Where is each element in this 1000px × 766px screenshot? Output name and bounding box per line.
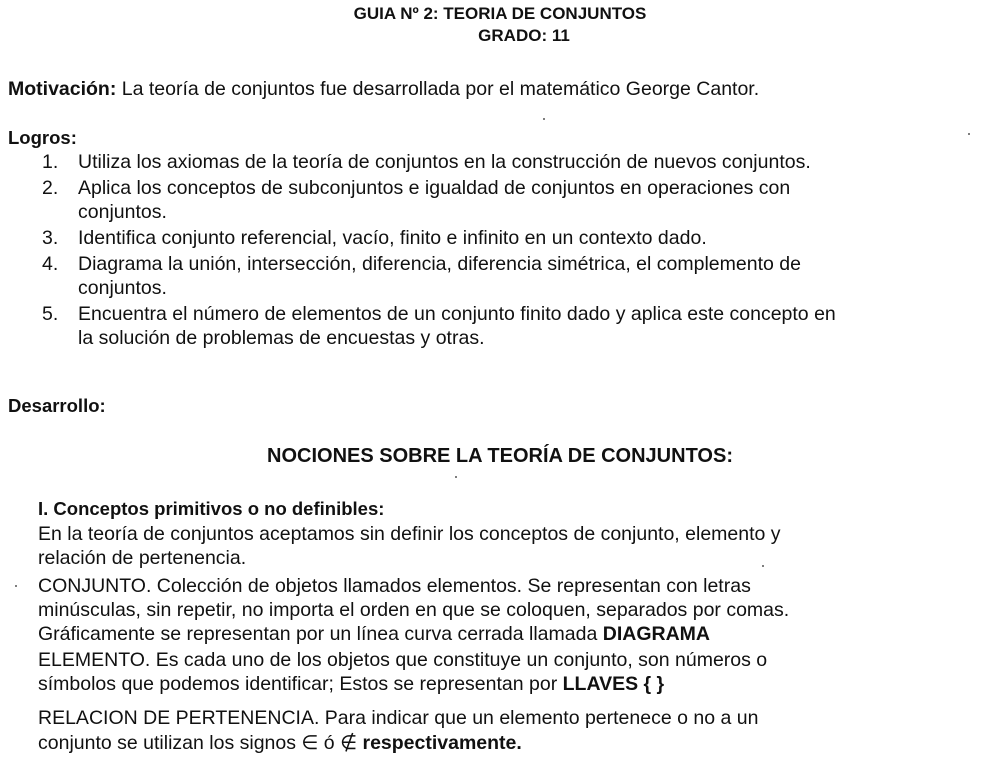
goal-item xyxy=(38,226,968,250)
goal-number: 5. xyxy=(42,303,59,325)
relacion-line-1: RELACION DE PERTENENCIA. Para indicar que un elemento pertenece o no a un xyxy=(38,707,759,729)
elemento-line-1: ELEMENTO. Es cada uno de los objetos que constituye un conjunto, son números o xyxy=(38,649,768,671)
guide-title: GUIA Nº 2: TEORIA DE CONJUNTOS xyxy=(353,4,647,23)
goal-text-line: Utiliza los axiomas de la teoría de conjuntos en la construcción de nuevos conjuntos. xyxy=(78,151,811,173)
scan-speck xyxy=(762,565,764,567)
goal-text-line: Encuentra el número de elementos de un conjunto finito dado y aplica este concepto en xyxy=(78,303,836,325)
motivation-label: Motivación: xyxy=(8,78,117,100)
conjunto-line-2: minúsculas, sin repetir, no importa el orden en que se coloquen, separados por comas. xyxy=(38,599,790,621)
diagrama-term: DIAGRAMA xyxy=(602,623,710,645)
goals-list xyxy=(38,150,968,352)
goal-text-line: conjuntos. xyxy=(78,277,167,299)
elemento-line-2 xyxy=(38,672,664,696)
section-title: NOCIONES SOBRE LA TEORÍA DE CONJUNTOS: xyxy=(267,445,733,467)
conjunto-line-1: CONJUNTO. Colección de objetos llamados elementos. Se representan con letras xyxy=(38,575,751,597)
intro-line-1: En la teoría de conjuntos aceptamos sin definir los conceptos de conjunto, elemento y xyxy=(38,523,781,545)
motivation-text: La teoría de conjuntos fue desarrollada por el matemático George Cantor. xyxy=(116,78,760,100)
goal-number: 1. xyxy=(42,151,59,173)
conjunto-line-3 xyxy=(38,622,710,646)
grade-label: GRADO: 11 xyxy=(478,26,570,45)
goal-text-line: Diagrama la unión, intersección, diferencia, diferencia simétrica, el complemento de xyxy=(78,253,801,275)
goal-item xyxy=(38,176,968,224)
scan-speck xyxy=(455,476,457,478)
goal-text-line: la solución de problemas de encuestas y otras. xyxy=(78,327,485,349)
goal-number: 4. xyxy=(42,253,59,275)
respectivamente-term: respectivamente. xyxy=(357,732,522,754)
membership-symbols: ∈ ó ∉ xyxy=(301,732,358,754)
goals-label: Logros: xyxy=(8,127,77,148)
intro-line-2: relación de pertenencia. xyxy=(38,547,247,569)
development-label: Desarrollo: xyxy=(8,395,106,416)
elemento-line-2-text: símbolos que podemos identificar; Estos se representan por xyxy=(38,673,563,695)
llaves-term: LLAVES { } xyxy=(562,673,665,695)
scan-speck xyxy=(543,118,545,120)
relacion-line-2-text: conjunto se utilizan los signos xyxy=(38,732,302,754)
goal-text-line: Aplica los conceptos de subconjuntos e igualdad de conjuntos en operaciones con xyxy=(78,177,791,199)
goal-number: 2. xyxy=(42,177,59,199)
goal-item xyxy=(38,252,968,300)
motivation-paragraph xyxy=(8,77,759,101)
goal-item xyxy=(38,150,968,174)
goal-text-line: Identifica conjunto referencial, vacío, finito e infinito en un contexto dado. xyxy=(78,227,707,249)
conjunto-line-3-text: Gráficamente se representan por un línea curva cerrada llamada xyxy=(38,623,603,645)
scan-speck xyxy=(15,585,17,587)
concepts-subheading: I. Conceptos primitivos o no definibles: xyxy=(38,498,385,519)
goal-text-line: conjuntos. xyxy=(78,201,167,223)
relacion-line-2 xyxy=(38,731,522,755)
goal-item xyxy=(38,302,968,350)
scan-speck xyxy=(968,133,970,135)
goal-number: 3. xyxy=(42,227,59,249)
